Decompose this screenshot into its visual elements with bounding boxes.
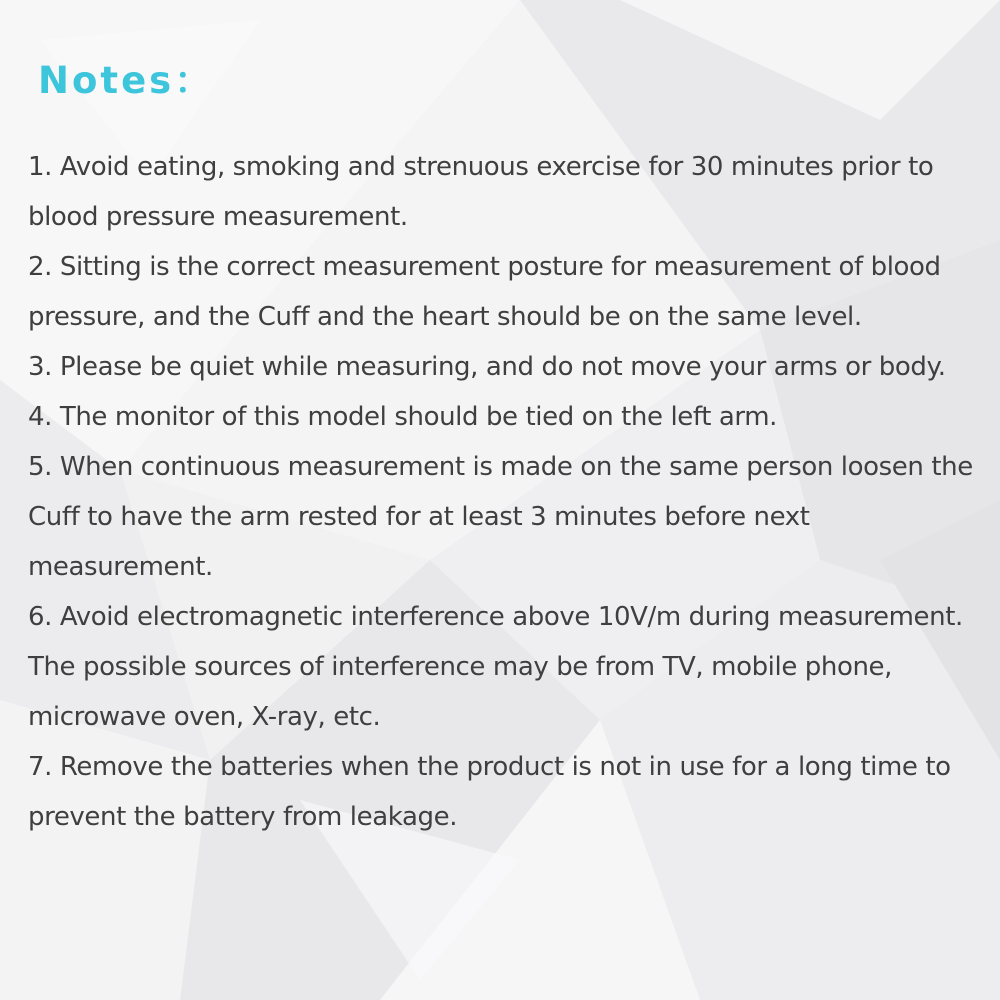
note-item: 5. When continuous measurement is made on the same person loosen the Cuff to have the arm rested for at least 3 minutes before next measurement. xyxy=(28,452,973,582)
note-item: 1. Avoid eating, smoking and strenuous exercise for 30 minutes prior to blood pressure measurement. xyxy=(28,152,934,232)
note-item: 3. Please be quiet while measuring, and do not move your arms or body. xyxy=(28,352,946,382)
page-title: Notes： xyxy=(38,59,215,102)
notes-list xyxy=(28,142,983,842)
note-item: 2. Sitting is the correct measurement posture for measurement of blood pressure, and the Cuff and the heart should be on the same level. xyxy=(28,252,941,332)
note-item: 4. The monitor of this model should be tied on the left arm. xyxy=(28,402,778,432)
note-item: 6. Avoid electromagnetic interference above 10V/m during measurement. The possible sources of interference may be from TV, mobile phone, microwave oven, X-ray, etc. xyxy=(28,602,963,732)
note-item: 7. Remove the batteries when the product is not in use for a long time to prevent the battery from leakage. xyxy=(28,752,951,832)
